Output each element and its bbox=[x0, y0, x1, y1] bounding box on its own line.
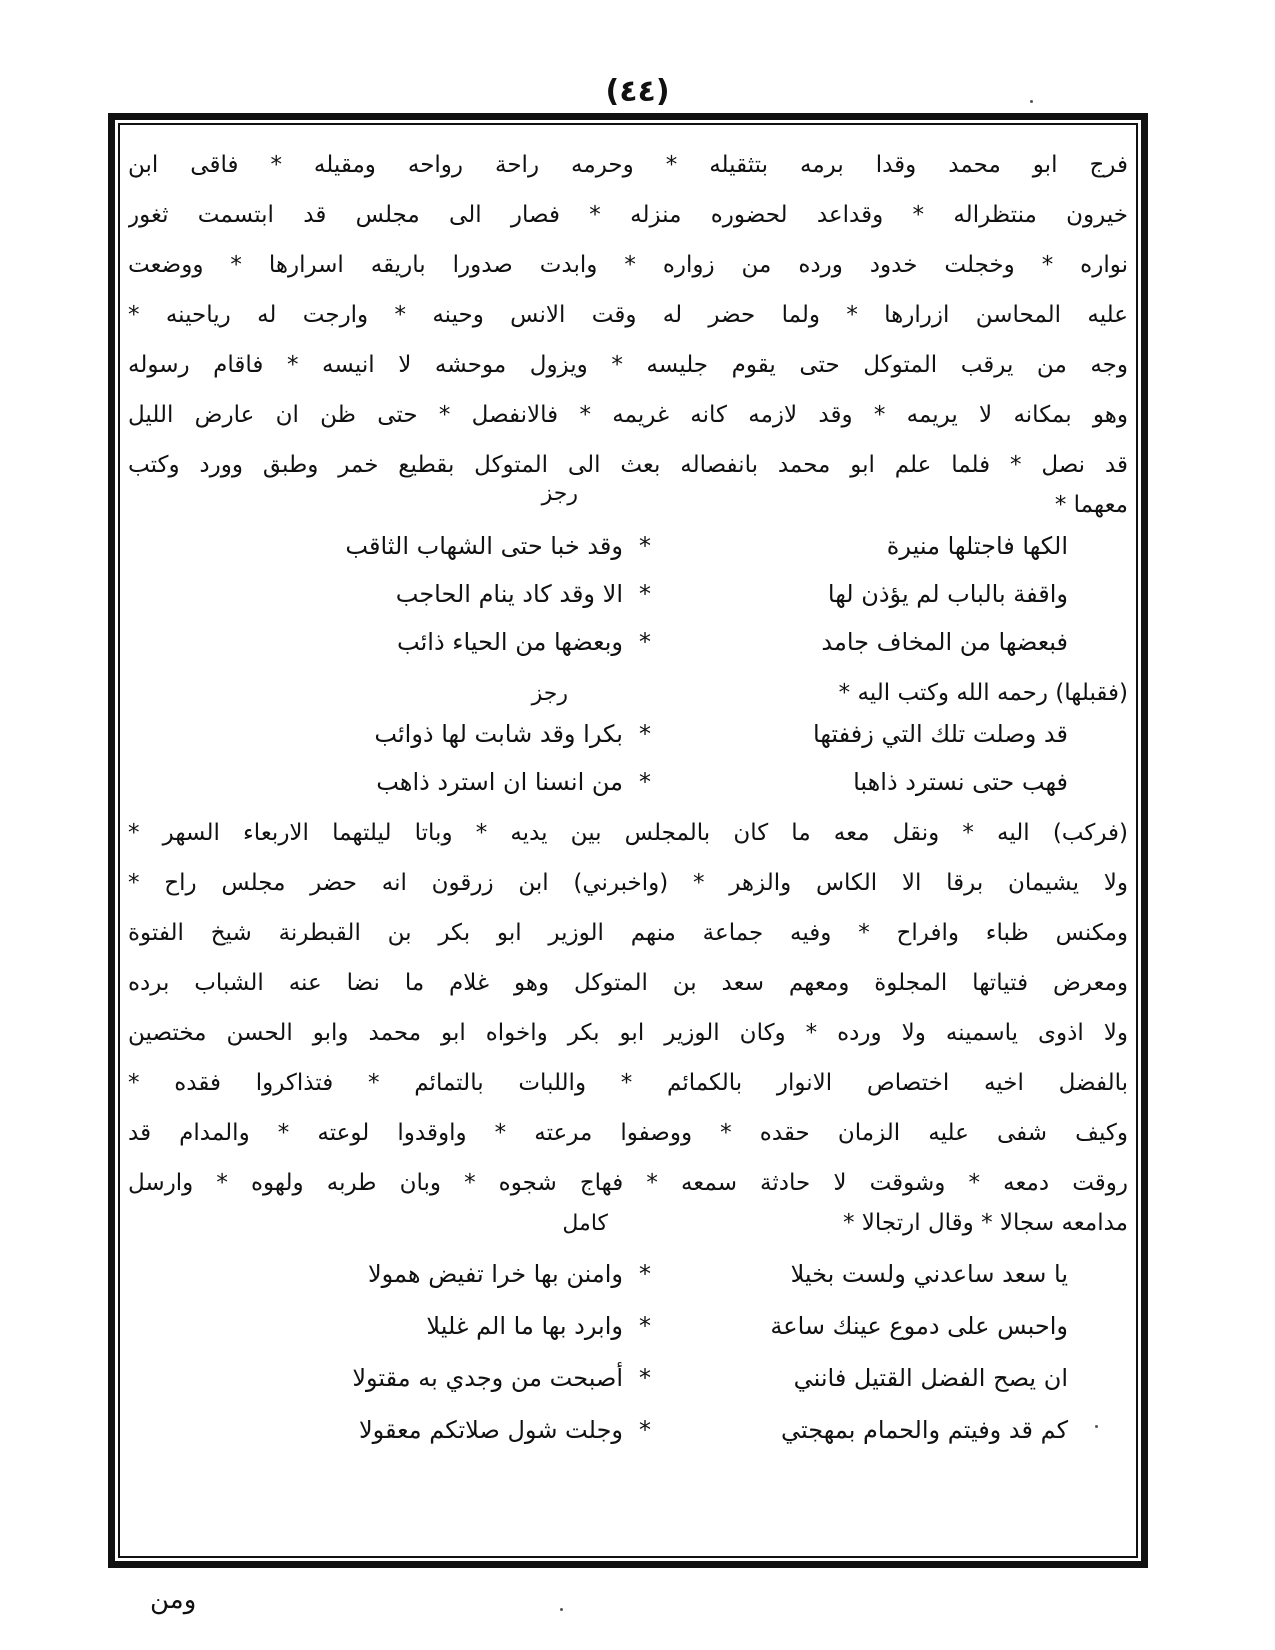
meter-label: رجز bbox=[531, 681, 568, 706]
first-hemistich: الكها فاجتلها منيرة bbox=[886, 532, 1068, 560]
catchword: ومن bbox=[150, 1585, 197, 1615]
verse-line bbox=[128, 1352, 1128, 1404]
second-hemistich: من انسنا ان استرد ذاهب bbox=[376, 768, 623, 796]
prose-line: وهو بمكانه لا يريمه * وقد لازمه كانه غريمه * فالانفصل * حتى ظن ان عارض الليل bbox=[128, 402, 1128, 428]
prose-line: ومعرض فتياتها المجلوة ومعهم سعد بن المتوكل وهو غلام ما نضا عنه الشباب برده bbox=[128, 970, 1128, 996]
scan-speck bbox=[1030, 100, 1033, 103]
second-hemistich: أصبحت من وجدي به مقتولا bbox=[352, 1364, 623, 1392]
prose-line: مدامعه سجالا * وقال ارتجالا * bbox=[842, 1210, 1128, 1236]
second-hemistich: وامنن بها خرا تفيض همولا bbox=[367, 1260, 623, 1288]
prose-line: ومكنس ظباء وافراح * وفيه جماعة منهم الوزير ابو بكر بن القبطرنة شيخ الفتوة bbox=[128, 920, 1128, 946]
prose-line: نواره * وخجلت خدود ورده من زواره * وابدت صدورا باريقه اسرارها * ووضعت bbox=[128, 252, 1128, 278]
meter-label: كامل bbox=[562, 1211, 608, 1236]
verse-line bbox=[128, 756, 1128, 808]
prose-line: روقت دمعه * وشوقت لا حادثة سمعه * فهاج شجوه * وبان طربه ولهوه * وارسل bbox=[128, 1170, 1128, 1196]
second-hemistich: وبعضها من الحياء ذائب bbox=[397, 628, 623, 656]
verse-separator: * bbox=[639, 580, 651, 608]
first-hemistich: يا سعد ساعدني ولست بخيلا bbox=[790, 1260, 1068, 1288]
scan-speck bbox=[560, 1608, 563, 1611]
first-hemistich: واحبس على دموع عينك ساعة bbox=[770, 1312, 1068, 1340]
text-body bbox=[128, 140, 1128, 1550]
first-hemistich: فبعضها من المخاف جامد bbox=[821, 628, 1068, 656]
verse-separator: * bbox=[639, 628, 651, 656]
first-hemistich: فهب حتى نسترد ذاهبا bbox=[853, 768, 1068, 796]
prose-line: بالفضل اخيه اختصاص الانوار بالكمائم * واللبات بالتمائم * فتذاكروا فقده * bbox=[128, 1070, 1128, 1096]
second-hemistich: وابرد بها ما الم غليلا bbox=[426, 1312, 623, 1340]
meter-label: رجز bbox=[541, 481, 578, 506]
verse-line bbox=[128, 568, 1128, 620]
verse-line bbox=[128, 708, 1128, 760]
second-hemistich: وقد خبا حتى الشهاب الثاقب bbox=[345, 532, 623, 560]
prose-line: (فركب) اليه * ونقل معه ما كان بالمجلس بين يديه * وباتا ليلتهما الاربعاء السهر * bbox=[128, 820, 1128, 846]
second-hemistich: بكرا وقد شابت لها ذوائب bbox=[374, 720, 623, 748]
second-hemistich: وجلت شول صلاتكم معقولا bbox=[358, 1416, 623, 1444]
verse-line bbox=[128, 520, 1128, 572]
prose-line: ولا اذوى ياسمينه ولا ورده * وكان الوزير ابو بكر واخواه ابو محمد وابو الحسن مختصين bbox=[128, 1020, 1128, 1046]
verse-separator: * bbox=[639, 768, 651, 796]
verse-line bbox=[128, 1248, 1128, 1300]
prose-line: خيرون منتظراله * وقداعد لحضوره منزله * فصار الى مجلس قد ابتسمت ثغور bbox=[128, 202, 1128, 228]
prose-line: عليه المحاسن ازرارها * ولما حضر له وقت الانس وحينه * وارجت له رياحينه * bbox=[128, 302, 1128, 328]
verse-line bbox=[128, 1300, 1128, 1352]
first-hemistich: واقفة بالباب لم يؤذن لها bbox=[827, 580, 1068, 608]
scan-speck bbox=[1095, 1425, 1098, 1428]
prose-line: قد نصل * فلما علم ابو محمد بانفصاله بعث الى المتوكل بقطيع خمر وطبق وورد وكتب bbox=[128, 452, 1128, 478]
first-hemistich: قد وصلت تلك التي زففتها bbox=[813, 720, 1068, 748]
prose-line: فرج ابو محمد وقدا برمه بتثقيله * وحرمه راحة رواحه ومقيله * فاقى ابن bbox=[128, 152, 1128, 178]
verse-separator: * bbox=[639, 1416, 651, 1444]
verse-separator: * bbox=[639, 1312, 651, 1340]
prose-line: وجه من يرقب المتوكل حتى يقوم جليسه * ويزول موحشه لا انيسه * فاقام رسوله bbox=[128, 352, 1128, 378]
first-hemistich: ان يصح الفضل القتيل فانني bbox=[793, 1364, 1068, 1392]
prose-line: معهما * bbox=[1054, 492, 1128, 518]
first-hemistich: كم قد وفيتم والحمام بمهجتي bbox=[781, 1416, 1068, 1444]
verse-line bbox=[128, 1404, 1128, 1456]
verse-separator: * bbox=[639, 720, 651, 748]
page-number: (٤٤) bbox=[605, 74, 670, 109]
verse-separator: * bbox=[639, 1364, 651, 1392]
verse-separator: * bbox=[639, 1260, 651, 1288]
prose-line: ولا يشيمان برقا الا الكاس والزهر * (واخبرني) ابن زرقون انه حضر مجلس راح * bbox=[128, 870, 1128, 896]
prose-line: (فقبلها) رحمه الله وكتب اليه * bbox=[838, 680, 1128, 706]
verse-line bbox=[128, 616, 1128, 668]
second-hemistich: الا وقد كاد ينام الحاجب bbox=[395, 580, 623, 608]
verse-separator: * bbox=[639, 532, 651, 560]
prose-line: وكيف شفى عليه الزمان حقده * ووصفوا مرعته * واوقدوا لوعته * والمدام قد bbox=[128, 1120, 1128, 1146]
